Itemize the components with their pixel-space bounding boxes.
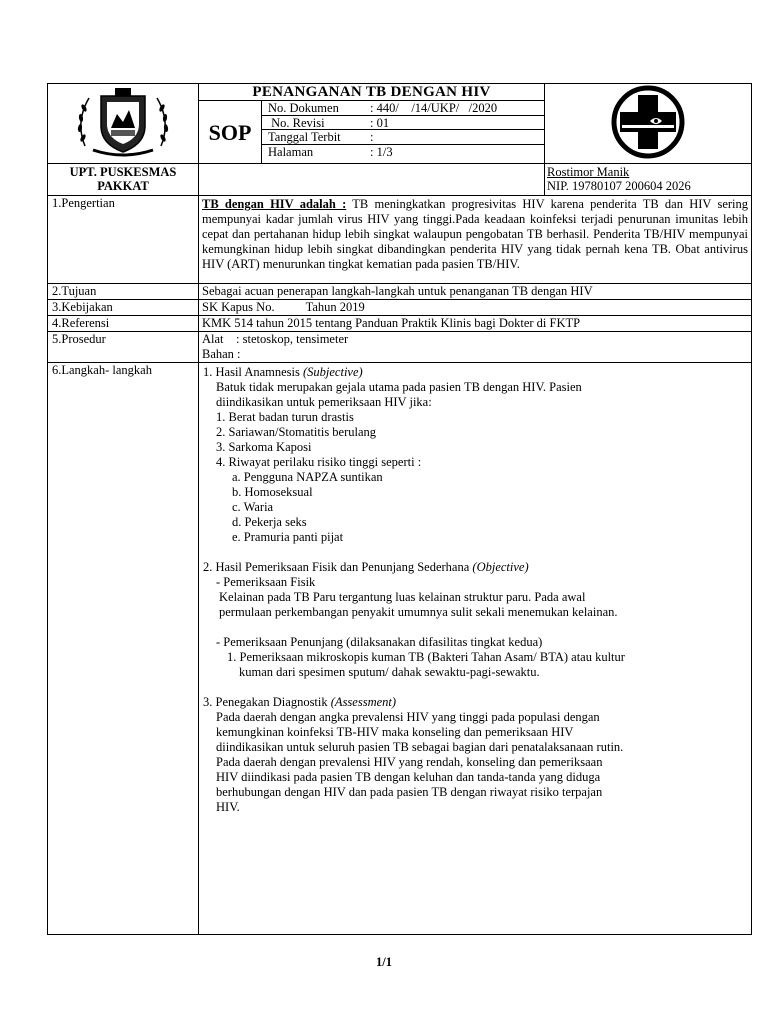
meta-row-revision: No. Revisi : 01 [262,116,544,131]
document-title: PENANGANAN TB DENGAN HIV [199,84,545,101]
meta-row-issue-date: Tanggal Terbit : [262,130,544,145]
regency-emblem-icon [71,86,175,158]
list-item: 4. Riwayat perilaku risiko tinggi seperti : [216,455,422,469]
list-item: a. Pengguna NAPZA suntikan [232,470,383,484]
step-2-title: 2. Hasil Pemeriksaan Fisik dan Penunjang Sederhana (Objective) [203,560,529,574]
list-item: c. Waria [232,500,274,514]
prosedur-alat: Alat : stetoskop, tensimeter [202,332,349,346]
meta-row-document-number: No. Dokumen : 440/ /14/UKP/ /2020 [262,101,544,116]
list-item: 2. Sariawan/Stomatitis berulang [216,425,377,439]
list-item: b. Homoseksual [232,485,313,499]
list-item: 1. Berat badan turun drastis [216,410,354,424]
prosedur-label: 5.Prosedur [48,332,199,363]
blank-cell [199,164,545,196]
sop-document [47,83,751,935]
sop-label: SOP [199,101,262,164]
pengertian-label: 1.Pengertian [48,196,199,284]
document-meta [262,101,545,164]
meta-row-page: Halaman : 1/3 [268,144,393,159]
unit-name: UPT. PUSKESMAS PAKKAT [48,164,199,196]
pengertian-lead: TB dengan HIV adalah : [202,197,347,211]
list-item: d. Pekerja seks [232,515,307,529]
prosedur-bahan: Bahan : [202,347,241,361]
tujuan-text: Sebagai acuan penerapan langkah-langkah untuk penanganan TB dengan HIV [199,284,752,300]
kebijakan-text: SK Kapus No. Tahun 2019 [199,300,752,316]
referensi-label: 4.Referensi [48,316,199,332]
pengertian-text: TB meningkatkan progresivitas HIV karena penderita TB dan HIV sering mempunyai kadar jumlah virus HIV yang tinggi.Pada keadaan koinfeksi terjadi penurunan imunitas lebih cepat dan pertahanan hidup lebih singkat walaupun pengobatan TB berhasil. Penderita TB/HIV mempunyai kemungkinan hidup lebih singkat dibandingkan penderita HIV yang tidak pernah kena TB. Obat antivirus HIV (ART) menurunkan tingkat kematian pada pasien TB/HIV. [202,197,749,271]
sop-table [47,83,752,935]
step-3-title: 3. Penegakan Diagnostik (Assessment) [203,695,397,709]
list-item: 3. Sarkoma Kaposi [216,440,312,454]
pengertian-content [199,196,752,284]
kebijakan-label: 3.Kebijakan [48,300,199,316]
health-cross-icon [594,85,702,159]
page-number: 1/1 [376,955,392,969]
prosedur-content [199,332,752,363]
health-logo-cell [545,84,752,164]
referensi-text: KMK 514 tahun 2015 tentang Panduan Praktik Klinis bagi Dokter di FKTP [199,316,752,332]
signer-nip: NIP. 19780107 200604 2026 [547,179,691,193]
langkah-content: 1. Hasil Anamnesis (Subjective) Batuk tidak merupakan gejala utama pada pasien TB dengan HIV. Pasien diindikasikan untuk pemeriksaan HIV jika: 1. Berat badan turun drastis 2. Sariawan/Stomatitis berulang 3. Sarkoma Kaposi 4. Riwayat perilaku risiko tinggi seperti : a. Pengguna NAPZA suntikan b. Homoseksual c. Waria d. Pekerja seks e. Pramuria panti pijat 2. Hasil Pemeriksaan Fisik dan Penunjang Sederhana (Objective) - Pemeriksaan Fisik Kelainan pada TB Paru tergantung luas kelainan struktur paru. Pada awal permulaan perkembangan penyakit umumnya sulit sekali menemukan kelainan. - Pemeriksaan Penunjang (dilaksanakan difasilitas tingkat kedua) 1. Pemeriksaan mikroskopis kuman TB (Bakteri Tahan Asam/ BTA) atau kultur kuman dari spesimen sputum/ dahak sewaktu-pagi-sewaktu. 3. Penegakan Diagnostik (Assessment) Pada daerah dengan angka prevalensi HIV yang tinggi pada populasi dengan kemungkinan koinfeksi TB-HIV maka konseling dan pemeriksaan HIV diindikasikan untuk seluruh pasien TB sebagai bagian dari penatalaksanaan rutin. Pada daerah dengan prevalensi HIV yang rendah, konseling dan pemeriksaan HIV diindikasi pada pasien TB dengan keluhan dan tanda-tanda yang diduga berhubungan dengan HIV dan pada pasien TB dengan riwayat risiko terpajan HIV. [199,363,752,935]
signer-cell [545,164,752,196]
list-item: e. Pramuria panti pijat [232,530,344,544]
tujuan-label: 2.Tujuan [48,284,199,300]
step-1-title: 1. Hasil Anamnesis (Subjective) [203,365,363,379]
regency-logo-cell [48,84,199,164]
signer-name: Rostimor Manik [547,165,630,179]
langkah-label: 6.Langkah- langkah [48,363,199,935]
